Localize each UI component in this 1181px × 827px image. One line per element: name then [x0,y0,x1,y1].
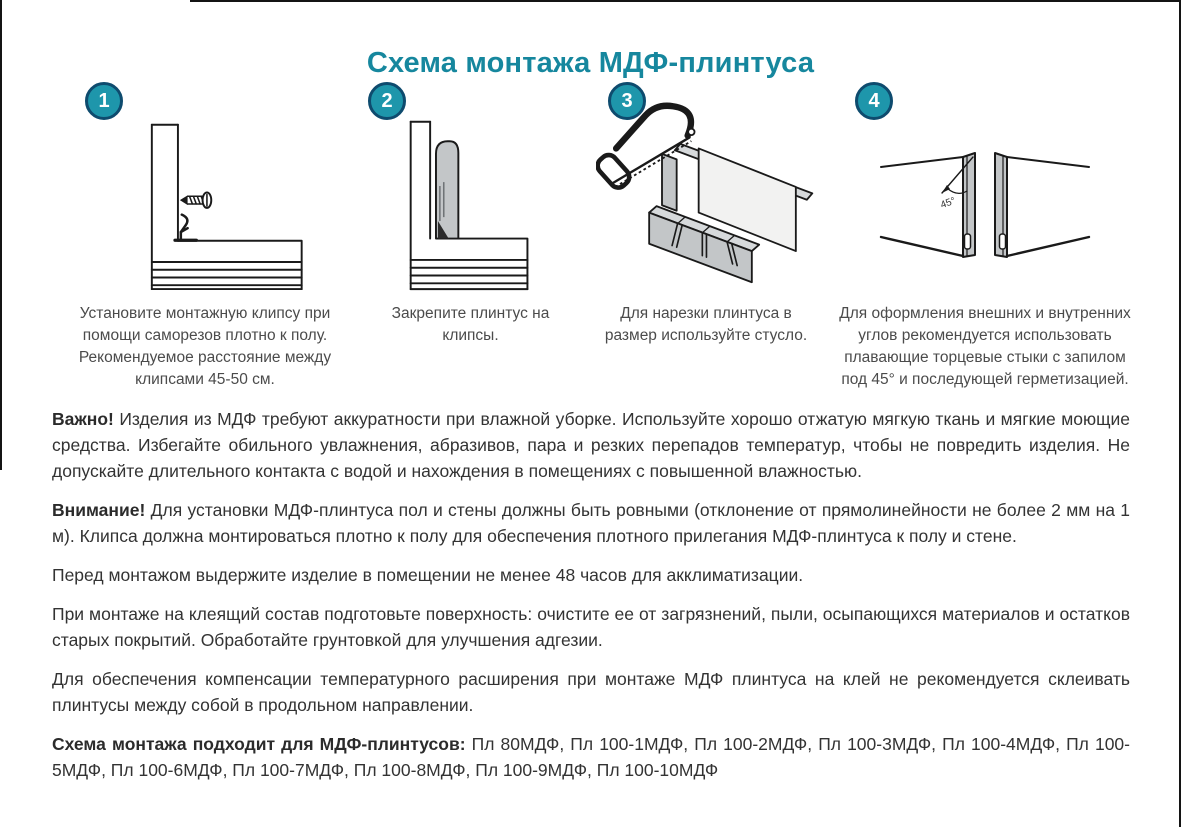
step-3-caption: Для нарезки плинтуса в размер используйте стусло. [604,305,808,344]
note-attention-lead: Внимание! [52,500,151,520]
note-important-lead: Важно! [52,409,120,429]
step-3-number-badge: 3 [608,82,646,120]
compatibility-list-lead: Схема монтажа подходит для МДФ-плинтусов: [52,734,472,754]
note-attention-text: Для установки МДФ-плинтуса пол и стены должны быть ровными (отклонение от прямолинейности не более 2 мм на 1 м). Клипса должна монтироваться плотно к полу для обеспечения плотного прилегания МДФ-плинтуса к полу и стене. [52,500,1131,546]
note-important-text: Изделия из МДФ требуют аккуратности при влажной уборке. Используйте хорошо отжатую мягкую ткань и мягкие моющие средства. Избегайте обильного увлажнения, абразивов, пара и резких перепадов температур, чтобы не повредить изделия. Не допускайте длительного контакта с водой и нахождения в помещениях с повышенной влажностью. [52,409,1130,481]
step-4-caption: Для оформления внешних и внутренних углов рекомендуется использовать плавающие торцевые стыки с запилом под 45° и последующей герметизацией. [839,305,1131,388]
step-2-caption: Закрепите плинтус на клипсы. [391,305,550,344]
note-important [52,406,1130,484]
step-4-diagram-corner-joint-icon [845,87,1125,282]
compatibility-list-text: Пл 80МДФ, Пл 100-1МДФ, Пл 100-2МДФ, Пл 100-3МДФ, Пл 100-4МДФ, Пл 100-5МДФ, Пл 100-6МДФ, Пл 100-7МДФ, Пл 100-8МДФ, Пл 100-9МДФ, Пл 100-10МДФ [52,734,1130,780]
compatibility-list [52,731,1130,783]
angle-45-label: 45° [939,195,958,212]
note-adhesive-prep: При монтаже на клеящий состав подготовьте поверхность: очистите ее от загрязнений, пыли, осыпающихся материалов и остатков старых покрытий. Обработайте грунтовкой для улучшения адгезии. [52,604,1130,650]
page-title: Схема монтажа МДФ-плинтуса [366,47,815,80]
step-1 [60,82,350,391]
note-acclimatization: Перед монтажом выдержите изделие в помещении не менее 48 часов для акклиматизации. [52,565,804,585]
step-4 [825,82,1145,391]
step-1-number-badge: 1 [85,82,123,120]
page-border-top [190,0,1181,2]
note-thermal-expansion: Для обеспечения компенсации температурного расширения при монтаже МДФ плинтуса на клей не рекомендуется склеивать плинтусы между собой в продольном направлении. [52,669,1130,715]
step-1-diagram-clip-screw-icon [60,115,350,294]
step-2-diagram-plinth-on-clip-icon [393,114,549,294]
notes-section [52,406,1130,796]
step-2 [368,82,573,347]
step-2-number-badge: 2 [368,82,406,120]
step-1-caption: Установите монтажную клипсу при помощи саморезов плотно к полу. Рекомендуемое расстояние между клипсами 45-50 см. [78,305,332,388]
note-attention [52,497,1130,549]
step-4-number-badge: 4 [855,82,893,120]
step-3 [596,82,816,347]
